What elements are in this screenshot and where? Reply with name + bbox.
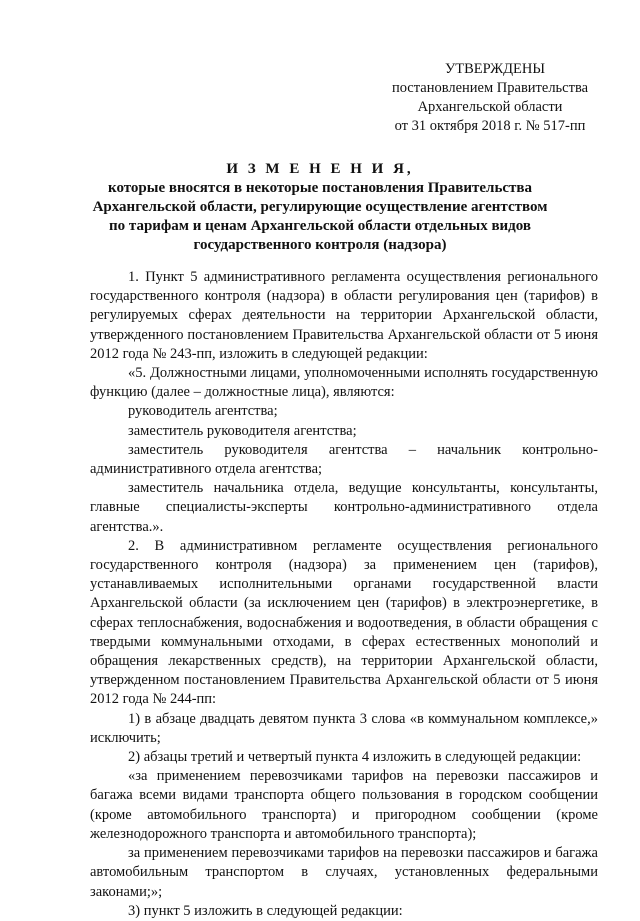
paragraph: 2) абзацы третий и четвертый пункта 4 изложить в следующей редакции: xyxy=(128,749,582,766)
paragraph: 1. Пункт 5 административного регламента осуществления регионального государственного контроля (надзора) в области регулирования цен (тарифов) в регулируемых сферах деятельности на территории Архангельской области, утвержденного постановлением Правительства Архангельской области от 5 июня 2012 года № 243-пп, изложить в следующей редакции: xyxy=(90,269,598,362)
approval-heading: УТВЕРЖДЕНЫ xyxy=(444,61,546,77)
title-heading: И З М Е Н Е Н И Я, xyxy=(226,161,414,177)
title-line-2: Архангельской области, регулирующие осуществление агентством xyxy=(92,199,548,215)
paragraph: заместитель руководителя агентства; xyxy=(128,422,357,439)
document-title xyxy=(80,160,560,255)
paragraph: заместитель начальника отдела, ведущие консультанты, консультанты, главные специалисты-эксперты контрольно-административного отдела агентства.». xyxy=(90,480,598,535)
paragraph: за применением перевозчиками тарифов на перевозки пассажиров и багажа автомобильным транспортом в случаях, установленных федеральными законами;»; xyxy=(90,845,598,900)
title-line-1: которые вносятся в некоторые постановления Правительства xyxy=(108,180,532,196)
approval-region: Архангельской области xyxy=(417,99,563,115)
approval-stamp xyxy=(370,60,610,136)
paragraph: 1) в абзаце двадцать девятом пункта 3 слова «в коммунальном комплексе,» исключить; xyxy=(90,710,598,746)
paragraph: 2. В административном регламенте осуществления регионального государственного контроля (надзора) за применением цен (тарифов), устанавливаемых исполнительными органами государственной власти Архангельской области (за исключением цен (тарифов) в электроэнергетике, в сферах теплоснабжения, водоснабжения и водоотведения, в области обращения с твердыми коммунальными отходами, в сферах естественных монополий и обращения лекарственных средств), на территории Архангельской области, утвержденном постановлением Правительства Архангельской области от 5 июня 2012 года № 244-пп: xyxy=(90,537,598,708)
document-body xyxy=(90,268,598,921)
title-line-3: по тарифам и ценам Архангельской области отдельных видов xyxy=(109,218,531,234)
paragraph: заместитель руководителя агентства – начальник контрольно-административного отдела агентства; xyxy=(90,441,598,478)
paragraph: «за применением перевозчиками тарифов на перевозки пассажиров и багажа всеми видами транспорта общего пользования в городском сообщении (кроме автомобильного транспорта) и пригородном сообщении (кроме железнодорожного транспорта и автомобильного транспорта); xyxy=(90,768,598,842)
paragraph: 3) пункт 5 изложить в следующей редакции: xyxy=(128,902,403,919)
paragraph: «5. Должностными лицами, уполномоченными исполнять государственную функцию (далее – должностные лица), являются: xyxy=(90,365,598,401)
approval-resolution: постановлением Правительства xyxy=(391,80,589,96)
title-line-4: государственного контроля (надзора) xyxy=(193,237,447,253)
paragraph: руководитель агентства; xyxy=(128,403,278,420)
approval-date-number: от 31 октября 2018 г. № 517-пп xyxy=(394,118,586,134)
